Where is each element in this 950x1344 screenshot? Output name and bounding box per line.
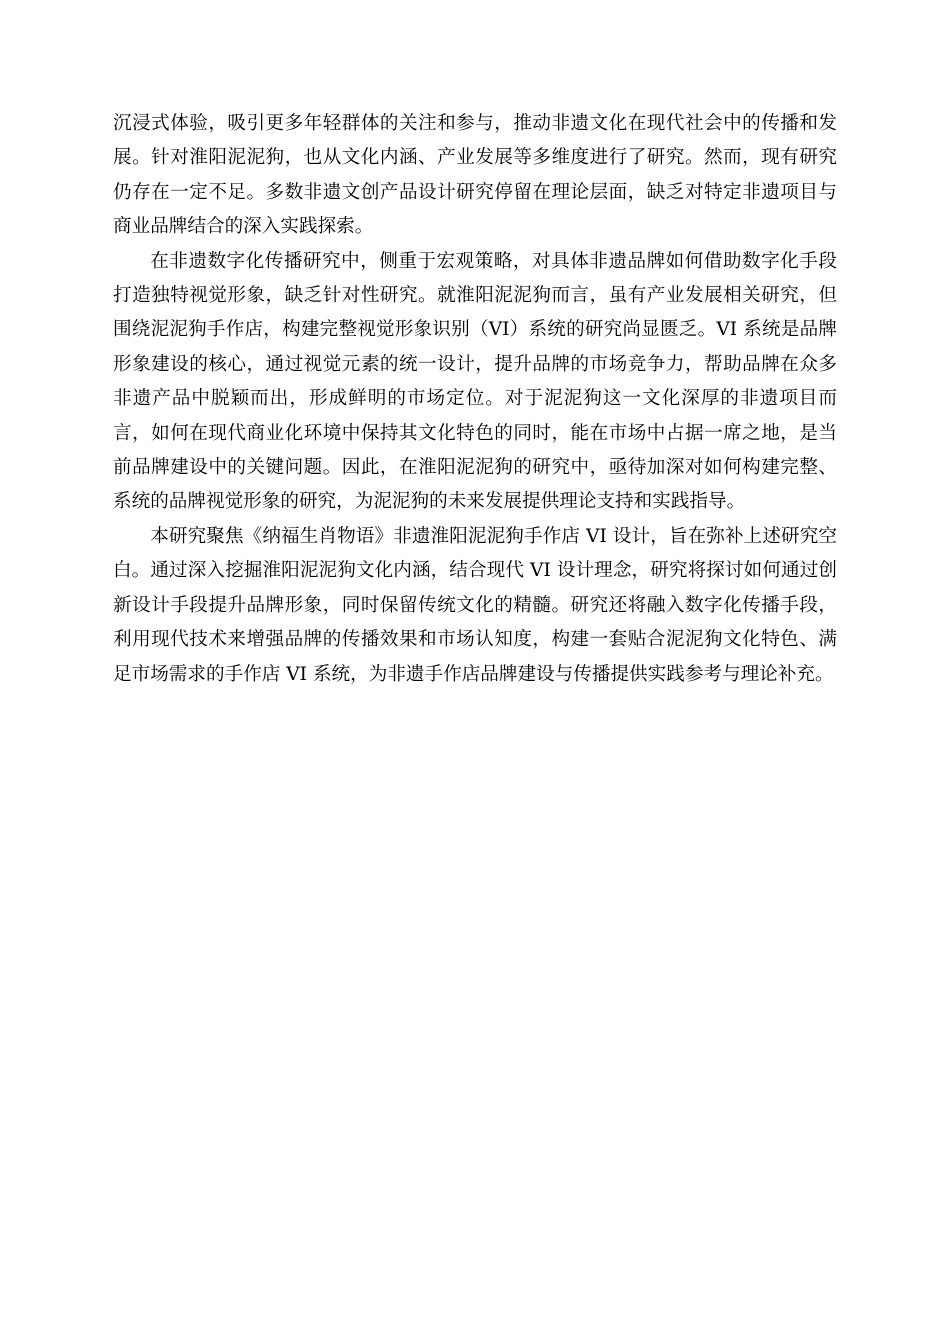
paragraph-research-focus: 本研究聚焦《纳福生肖物语》非遗淮阳泥泥狗手作店 VI 设计，旨在弥补上述研究空白。通过深入挖掘淮阳泥泥狗文化内涵，结合现代 VI 设计理念，研究将探讨如何通过创新设计手段提升品牌形象，同时保留传统文化的精髓。研究还将融入数字化传播手段，利用现代技术来增强品牌的传播效果和市场认知度，构建一套贴合泥泥狗文化特色、满足市场需求的手作店 VI 系统，为非遗手作店品牌建设与传播提供实践参考与理论补充。 xyxy=(113,525,837,685)
body-text xyxy=(113,107,837,692)
paragraph-digital-communication: 在非遗数字化传播研究中，侧重于宏观策略，对具体非遗品牌如何借助数字化手段打造独特视觉形象，缺乏针对性研究。就淮阳泥泥狗而言，虽有产业发展相关研究，但围绕泥泥狗手作店，构建完整视觉形象识别（VI）系统的研究尚显匮乏。VI 系统是品牌形象建设的核心，通过视觉元素的统一设计，提升品牌的市场竞争力，帮助品牌在众多非遗产品中脱颖而出，形成鲜明的市场定位。对于泥泥狗这一文化深厚的非遗项目而言，如何在现代商业化环境中保持其文化特色的同时，能在市场中占据一席之地，是当前品牌建设中的关键问题。因此，在淮阳泥泥狗的研究中，亟待加深对如何构建完整、系统的品牌视觉形象的研究，为泥泥狗的未来发展提供理论支持和实践指导。 xyxy=(113,250,837,513)
paragraph-continuation: 沉浸式体验，吸引更多年轻群体的关注和参与，推动非遗文化在现代社会中的传播和发展。针对淮阳泥泥狗，也从文化内涵、产业发展等多维度进行了研究。然而，现有研究仍存在一定不足。多数非遗文创产品设计研究停留在理论层面，缺乏对特定非遗项目与商业品牌结合的深入实践探索。 xyxy=(113,113,837,238)
